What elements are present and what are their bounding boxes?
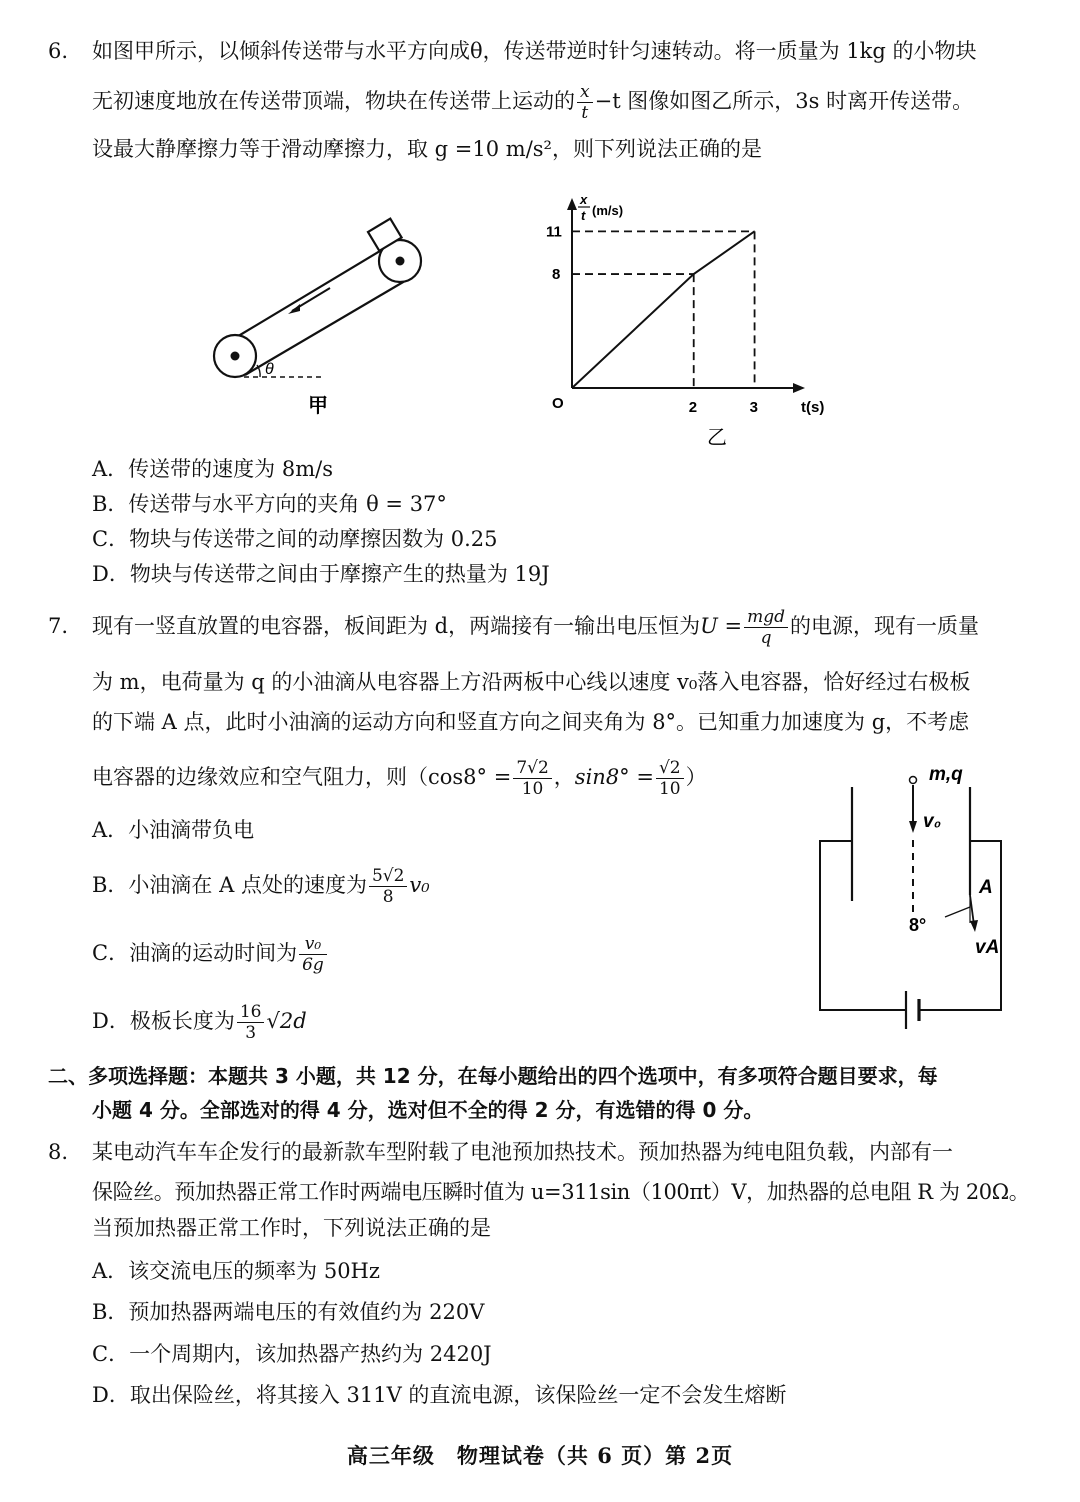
q7-sin-fraction [656, 758, 684, 799]
q6-option-d: D．物块与传送带之间由于摩擦产生的热量为 19J [92, 562, 550, 586]
q8-stem-line1: 某电动汽车车企发行的最新款车型附载了电池预加热技术。预加热器为纯电阻负载，内部有一 [92, 1140, 953, 1164]
q7-fig-point-a: A [979, 877, 993, 898]
x-label: t(s) [801, 399, 825, 416]
q7-stem-line4-b: ） [685, 765, 707, 789]
frac-denominator: t [581, 103, 589, 123]
q6-figure-yi-chart [540, 188, 840, 448]
q7-option-c-fraction [299, 934, 327, 975]
x-axis-arrow [793, 383, 805, 393]
q8-option-c: C．一个周期内，该加热器产热约为 2420J [92, 1342, 492, 1366]
q8-stem-line2: 保险丝。预加热器正常工作时两端电压瞬时值为 u=311sin（100πt）V，加热器的总电阻 R 为 20Ω。 [92, 1180, 1030, 1204]
q7-option-d-tail: √2d [266, 1009, 307, 1033]
q7-sin-lhs: sin8° = [574, 765, 654, 789]
frac-denominator: 3 [245, 1023, 257, 1043]
q7-u-lhs: U = [700, 614, 743, 638]
q7-cos-lhs: cos8° = [428, 765, 512, 789]
q7-option-c-text: C．油滴的运动时间为 [92, 941, 298, 965]
q7-fig-angle: 8° [909, 915, 927, 935]
q7-option-d [92, 994, 307, 1048]
q7-separator: ， [553, 765, 575, 789]
frac-numerator: √2 [656, 758, 684, 779]
y-axis-arrow [567, 198, 577, 210]
q7-fig-v0: v₀ [923, 811, 942, 832]
series-line-0 [572, 231, 755, 388]
q8-stem-line3: 当预加热器正常工作时，下列说法正确的是 [92, 1216, 491, 1240]
frac-numerator: 16 [237, 1002, 265, 1023]
q6-stem-line3: 设最大静摩擦力等于滑动摩擦力，取 g =10 m/s²，则下列说法正确的是 [92, 137, 762, 161]
q8-number: 8. [48, 1140, 69, 1164]
q7-stem-line1-a: 现有一竖直放置的电容器，板间距为 d，两端接有一输出电压恒为 [92, 614, 701, 638]
q6-xt-fraction [577, 82, 593, 123]
q7-capacitor-figure [805, 755, 1025, 1055]
q6-number: 6. [48, 39, 69, 63]
q6-option-a: A．传送带的速度为 8m/s [92, 457, 333, 481]
q7-option-b [92, 858, 430, 912]
frac-denominator: 10 [658, 779, 681, 799]
frac-numerator: v₀ [299, 934, 327, 955]
q7-option-a: A．小油滴带负电 [92, 818, 255, 842]
q6-figure-jia [200, 200, 460, 430]
q7-fig-mq: m,q [929, 764, 963, 785]
y-tick-label-1: 11 [546, 223, 562, 241]
origin-label: O [552, 395, 564, 412]
section2-heading-line2: 小题 4 分。全部选对的得 4 分，选对但不全的得 2 分，有选错的得 0 分。 [92, 1098, 764, 1122]
q7-fig-va: vA [975, 937, 1000, 958]
chart-caption: 乙 [707, 427, 728, 448]
x-tick-label-1: 3 [749, 399, 758, 416]
q6-stem-line2-a: 无初速度地放在传送带顶端，物块在传送带上运动的 [92, 89, 575, 113]
q7-number: 7. [48, 614, 69, 638]
q7-option-d-text: D．极板长度为 [92, 1009, 235, 1033]
q7-stem-line1 [92, 602, 979, 650]
q8-option-b: B．预加热器两端电压的有效值约为 220V [92, 1300, 485, 1324]
q7-option-b-text: B．小油滴在 A 点处的速度为 [92, 873, 367, 897]
q7-option-c [92, 926, 329, 980]
q6-figure-jia-label: 甲 [308, 395, 328, 417]
q7-u-fraction [744, 607, 788, 648]
frac-denominator: q [760, 628, 772, 648]
q7-option-d-fraction [237, 1002, 265, 1043]
q6-stem-line1: 如图甲所示，以倾斜传送带与水平方向成θ，传送带逆时针匀速转动。将一质量为 1kg 的小物块 [92, 39, 977, 63]
frac-denominator: 6g [302, 955, 324, 975]
y-tick-label-0: 8 [552, 266, 561, 284]
q6-stem-line2 [92, 82, 973, 123]
y-label-unit: (m/s) [592, 203, 624, 218]
frac-numerator: 7√2 [513, 758, 551, 779]
frac-denominator: 10 [521, 779, 544, 799]
frac-numerator: 5√2 [369, 866, 407, 887]
x-tick-label-0: 2 [688, 399, 698, 416]
q7-cos-fraction [513, 758, 551, 799]
q6-angle-theta: θ [265, 361, 274, 378]
q8-option-a: A．该交流电压的频率为 50Hz [92, 1259, 380, 1283]
q7-stem-line1-b: 的电源，现有一质量 [790, 614, 979, 638]
q6-stem-line2-b: −t 图像如图乙所示，3s 时离开传送带。 [594, 89, 974, 113]
q7-stem-line4-a: 电容器的边缘效应和空气阻力，则（ [92, 765, 428, 789]
q6-option-c: C．物块与传送带之间的动摩擦因数为 0.25 [92, 527, 498, 551]
q7-stem-line3: 的下端 A 点，此时小油滴的运动方向和竖直方向之间夹角为 8°。已知重力加速度为 g，不考虑 [92, 710, 970, 734]
q7-stem-line2: 为 m，电荷量为 q 的小油滴从电容器上方沿两板中心线以速度 v₀落入电容器，恰好经过右极板 [92, 670, 971, 694]
frac-numerator: mgd [744, 607, 788, 628]
q7-option-b-v0: v₀ [409, 873, 430, 897]
section2-heading-line1: 二、多项选择题：本题共 3 小题，共 12 分，在每小题给出的四个选项中，有多项符合题目要求，每 [48, 1064, 938, 1088]
q7-option-b-fraction [369, 866, 407, 907]
q8-option-d: D．取出保险丝，将其接入 311V 的直流电源，该保险丝一定不会发生熔断 [92, 1383, 787, 1407]
frac-denominator: 8 [382, 887, 394, 907]
q6-option-b: B．传送带与水平方向的夹角 θ = 37° [92, 492, 447, 516]
y-label-denominator: t [581, 208, 586, 223]
frac-numerator: x [577, 82, 593, 103]
y-label-numerator: x [580, 192, 588, 207]
q7-stem-line4 [92, 750, 707, 804]
page-footer: 高三年级 物理试卷（共 6 页）第 2页 [346, 1443, 734, 1468]
